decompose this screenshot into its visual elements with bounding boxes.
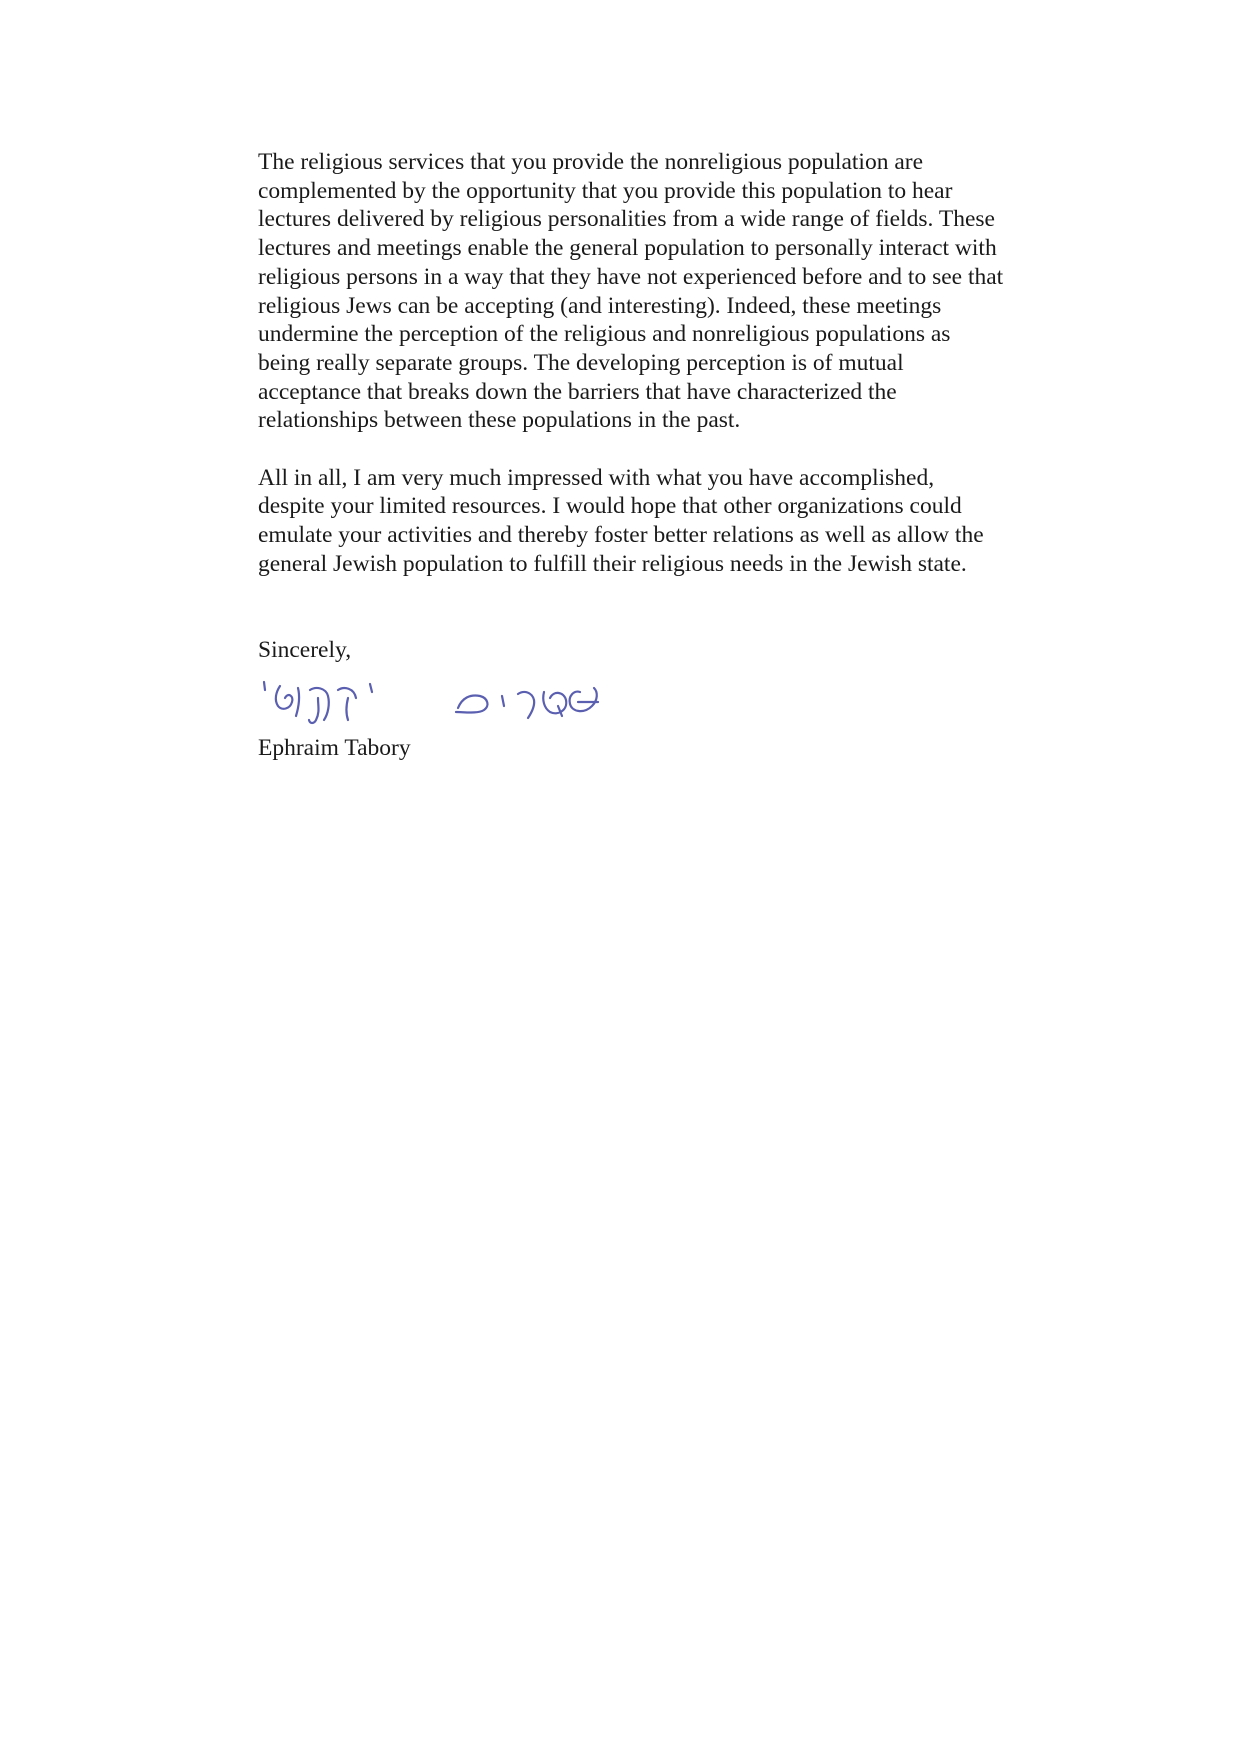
paragraph-line: undermine the perception of the religious and nonreligious populations as bbox=[258, 321, 951, 348]
letter-paragraph-1 bbox=[258, 148, 1078, 435]
paragraph-line: despite your limited resources. I would hope that other organizations could bbox=[258, 493, 962, 520]
paragraph-line: acceptance that breaks down the barriers that have characterized the bbox=[258, 378, 897, 405]
paragraph-line: lectures and meetings enable the general population to personally interact with bbox=[258, 235, 997, 262]
letter-closing: Sincerely, bbox=[258, 636, 352, 663]
signer-name: Ephraim Tabory bbox=[258, 735, 411, 762]
paragraph-line: All in all, I am very much impressed with what you have accomplished, bbox=[258, 464, 935, 491]
paragraph-line: complemented by the opportunity that you provide this population to hear bbox=[258, 177, 953, 204]
paragraph-line: emulate your activities and thereby foster better relations as well as allow the bbox=[258, 522, 984, 549]
paragraph-line: being really separate groups. The developing perception is of mutual bbox=[258, 349, 904, 376]
letter-body bbox=[258, 148, 1078, 763]
paragraph-line: relationships between these populations in the past. bbox=[258, 407, 741, 434]
paragraph-line: lectures delivered by religious personalities from a wide range of fields. These bbox=[258, 206, 995, 233]
paragraph-line: religious persons in a way that they have not experienced before and to see that bbox=[258, 263, 1004, 290]
handwritten-signature bbox=[258, 676, 658, 734]
signature-drawing bbox=[258, 676, 658, 734]
paragraph-line: general Jewish population to fulfill their religious needs in the Jewish state. bbox=[258, 550, 967, 577]
paragraph-line: religious Jews can be accepting (and interesting). Indeed, these meetings bbox=[258, 292, 942, 319]
paragraph-line: The religious services that you provide the nonreligious population are bbox=[258, 149, 924, 175]
letter-paragraph-2 bbox=[258, 464, 1078, 579]
